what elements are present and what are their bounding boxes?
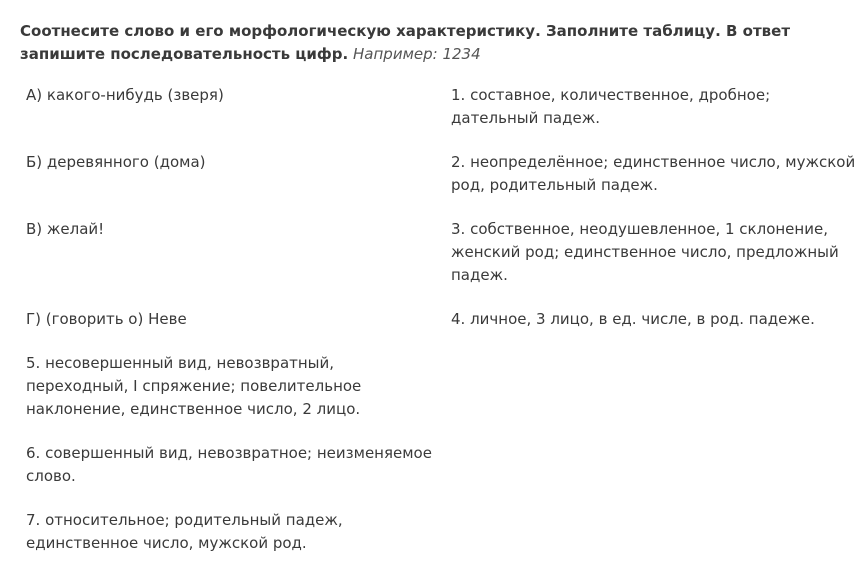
left-item-v: В) желай! [26,220,105,238]
option-5: 5. несовершенный вид, невозвратный, переходный, I спряжение; повелительное наклонение, единственное число, 2 лицо. [26,354,362,418]
left-item-a: А) какого-нибудь (зверя) [26,86,224,104]
task-instruction [20,20,850,66]
option-4: 4. личное, 3 лицо, в ед. числе, в род. падеже. [451,310,815,328]
option-3: 3. собственное, неодушевленное, 1 склонение, женский род; единственное число, предложный падеж. [451,220,839,284]
option-1: 1. составное, количественное, дробное; дательный падеж. [451,86,771,127]
instruction-text: Соотнесите слово и его морфологическую характеристику. Заполните таблицу. В ответ запишите последовательность цифр. [20,22,791,63]
left-item-g: Г) (говорить о) Неве [26,310,187,328]
example-text: Например: 1234 [353,45,481,63]
left-item-b: Б) деревянного (дома) [26,153,206,171]
option-2: 2. неопределённое; единственное число, мужской род, родительный падеж. [451,153,856,194]
option-6: 6. совершенный вид, невозвратное; неизменяемое слово. [26,444,432,485]
option-7: 7. относительное; родительный падеж, единственное число, мужской род. [26,511,343,552]
